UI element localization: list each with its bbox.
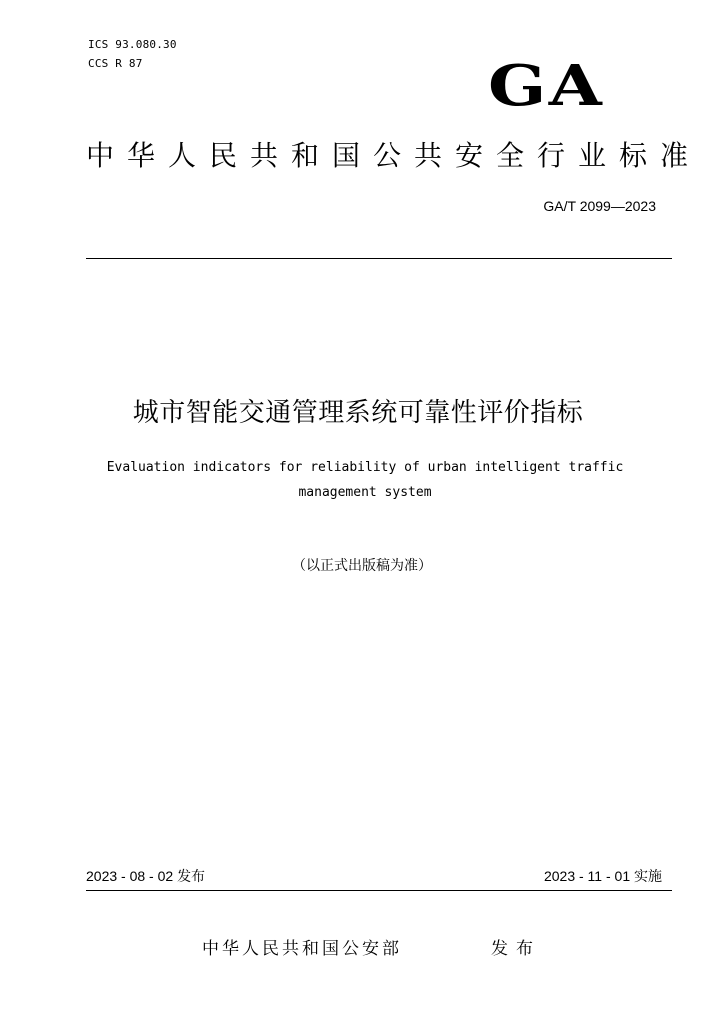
header-divider (86, 258, 672, 259)
issue-date-line (86, 866, 205, 886)
ga-logo: GA (488, 53, 605, 119)
document-title-english: Evaluation indicators for reliability of urban intelligent traffic management system (106, 460, 624, 500)
implementation-label: 实施 (634, 868, 662, 884)
draft-note: （以正式出版稿为准） (292, 558, 432, 574)
document-title-chinese: 城市智能交通管理系统可靠性评价指标 (132, 398, 584, 428)
implementation-date-line (544, 866, 662, 886)
ics-code: ICS 93.080.30 (88, 38, 177, 51)
issue-word: 发布 (491, 939, 541, 959)
standard-category: 中华人民共和国公共安全行业标准 (86, 139, 702, 172)
issuing-authority: 中华人民共和国公安部 (202, 939, 402, 959)
issue-label: 发布 (177, 868, 206, 884)
standard-number: GA/T 2099—2023 (543, 198, 656, 214)
issue-date: 2023 - 08 - 02 (86, 868, 174, 884)
implementation-date: 2023 - 11 - 01 (543, 868, 631, 884)
footer-divider (86, 890, 672, 891)
ccs-code: CCS R 87 (88, 57, 143, 70)
